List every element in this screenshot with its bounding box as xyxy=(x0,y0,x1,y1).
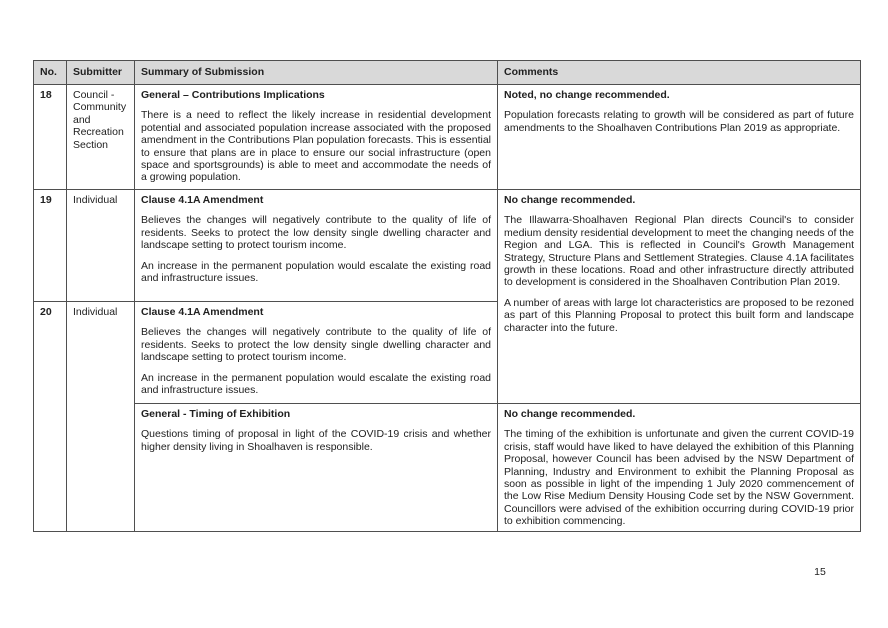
summary-paragraph: There is a need to reflect the likely increase in residential development potential and associated population increase associated with the proposed amendment in the Contributions Plan population forecasts. This is essential to ensure that plans are in place to ensure our social infrastructure (open space and sportsgrounds) is able to meet and accommodate the needs of a growing population. xyxy=(141,109,492,184)
cell-no xyxy=(34,85,67,190)
comment-paragraph: Population forecasts relating to growth will be considered as part of future amendments to the Shoalhaven Contributions Plan 2019 as appropriate. xyxy=(504,109,854,134)
summary-paragraph: An increase in the permanent population would escalate the existing road and infrastructure issues. xyxy=(141,371,491,397)
cell-submitter: Individual xyxy=(67,190,135,302)
cell-no xyxy=(34,302,67,532)
cell-submitter: Individual xyxy=(67,302,135,532)
column-header-submitter: Submitter xyxy=(67,61,135,85)
comment-heading: No change recommended. xyxy=(504,194,636,206)
cell-summary xyxy=(135,85,498,190)
comment-paragraph: The Illawarra-Shoalhaven Regional Plan directs Council's to consider medium density residential development to meet the changing needs of the Region and LGA. This is reflected in Council's Growth Management Strategy, Structure Plans and Settlement Strategies. Clause 4.1A facilitates growth in these locations. Road and other infrastructure directly attributed to development is considered in the Shoalhaven Contribution Plan 2019. xyxy=(504,214,854,289)
summary-paragraph: Believes the changes will negatively contribute to the quality of life of residents. Seeks to protect the low density single dwelling character and landscape setting to protect tourism income. xyxy=(141,214,491,252)
column-header-comments: Comments xyxy=(498,61,861,85)
submission-number: 19 xyxy=(40,194,52,206)
cell-comments xyxy=(498,85,861,190)
cell-no xyxy=(34,190,67,302)
summary-heading: General - Timing of Exhibition xyxy=(141,408,291,420)
submissions-table xyxy=(33,60,861,532)
comment-heading: Noted, no change recommended. xyxy=(504,89,670,101)
table-row-18 xyxy=(34,85,861,190)
cell-summary xyxy=(135,404,498,532)
cell-comments xyxy=(498,404,861,532)
comment-heading: No change recommended. xyxy=(504,408,636,420)
table-row-19 xyxy=(34,190,861,302)
cell-summary xyxy=(135,302,498,404)
summary-paragraph: Questions timing of proposal in light of the COVID-19 crisis and whether higher density living in Shoalhaven is responsible. xyxy=(141,428,491,453)
submission-number: 20 xyxy=(40,306,52,318)
comment-paragraph: A number of areas with large lot characteristics are proposed to be rezoned as part of this Planning Proposal to protect this built form and landscape character into the future. xyxy=(504,296,854,334)
page-number: 15 xyxy=(814,566,826,578)
summary-heading: Clause 4.1A Amendment xyxy=(141,194,264,206)
summary-heading: Clause 4.1A Amendment xyxy=(141,306,264,318)
table-row-20-timing xyxy=(34,404,861,532)
table-header-row xyxy=(34,61,861,85)
column-header-summary: Summary of Submission xyxy=(135,61,498,85)
summary-paragraph: An increase in the permanent population would escalate the existing road and infrastructure issues. xyxy=(141,259,491,285)
summary-paragraph: Believes the changes will negatively contribute to the quality of life of residents. Seeks to protect the low density single dwelling character and landscape setting to protect tourism income. xyxy=(141,326,491,364)
summary-heading: General – Contributions Implications xyxy=(141,89,325,101)
cell-comments-merged-19-20 xyxy=(498,190,861,404)
cell-summary xyxy=(135,190,498,302)
cell-submitter: Council - Community and Recreation Section xyxy=(67,85,135,190)
column-header-no: No. xyxy=(34,61,67,85)
comment-paragraph: The timing of the exhibition is unfortunate and given the current COVID-19 crisis, staff would have liked to have delayed the exhibition of this Planning Proposal, however Council has been advised by the NSW Department of Planning, Industry and Environment to exhibit the Planning Proposal as soon as possible in light of the impending 1 July 2020 commencement of the Low Rise Medium Density Housing Code set by the NSW Government. Councillors were advised of the exhibition occurring during COVID-19 prior to exhibition commencing. xyxy=(504,428,854,528)
submission-number: 18 xyxy=(40,89,52,101)
